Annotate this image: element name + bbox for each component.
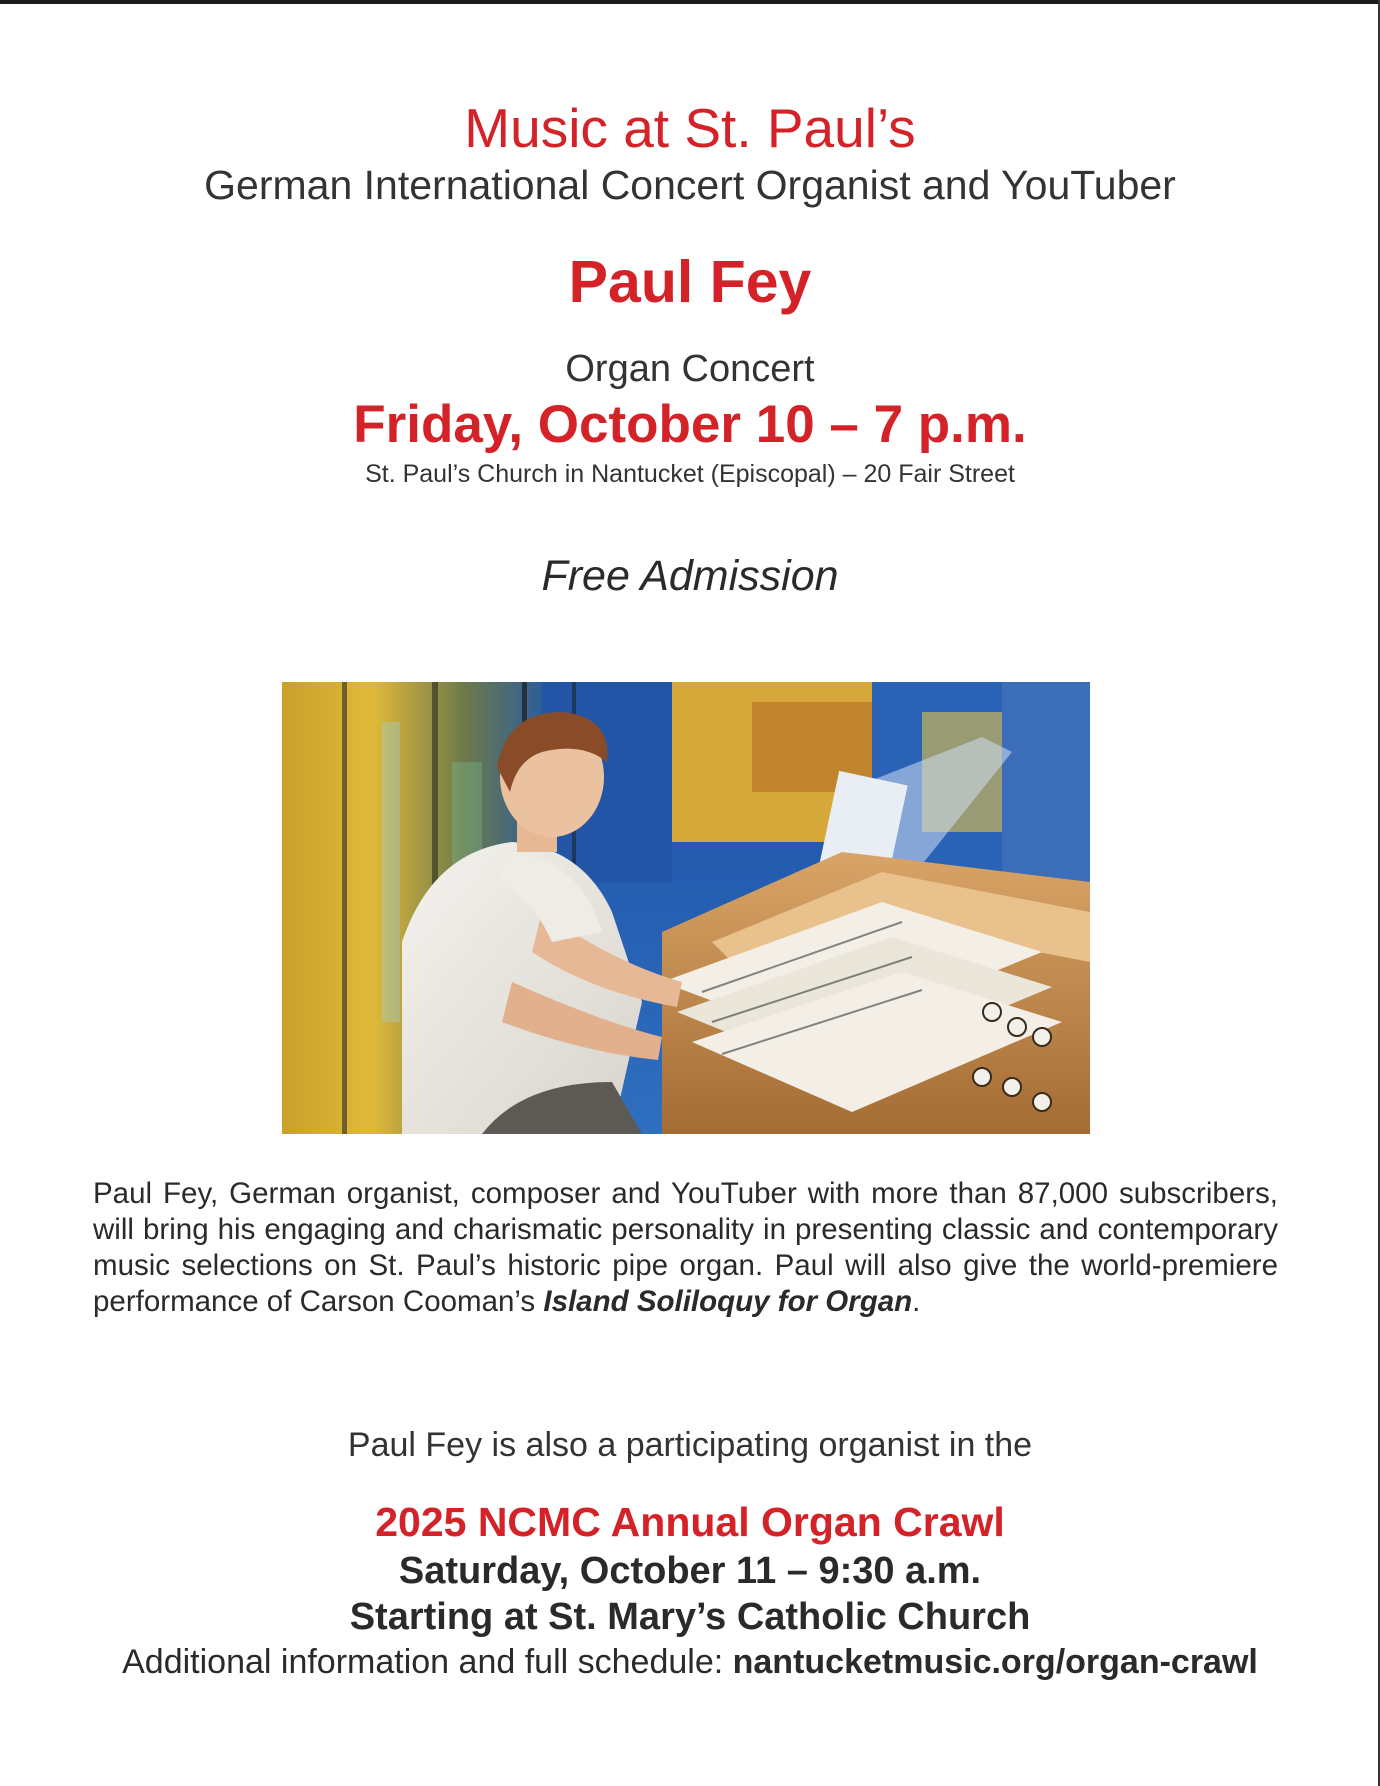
crawl-date: Saturday, October 11 – 9:30 a.m. <box>398 1550 982 1592</box>
event-datetime: Friday, October 10 – 7 p.m. <box>353 395 1027 454</box>
info-line <box>0 1640 1380 1684</box>
page-top-edge <box>0 0 1380 4</box>
description-text: Paul Fey, German organist, composer and YouTuber with more than 87,000 subscribers, will bring his engaging and charismatic personality in presenting classic and contemporary music selections on St. Paul’s historic pipe organ. Paul will also give the world-premiere performance of Carson Cooman’s <box>93 1177 1278 1318</box>
organist-photo <box>282 682 1090 1134</box>
crawl-location: Starting at St. Mary’s Catholic Church <box>349 1596 1031 1638</box>
subtitle: German International Concert Organist and YouTuber <box>204 162 1176 208</box>
admission-note: Free Admission <box>541 552 839 600</box>
description-end: . <box>912 1285 921 1318</box>
info-label: Additional information and full schedule: <box>122 1643 733 1681</box>
crawl-intro: Paul Fey is also a participating organist in the <box>347 1426 1033 1464</box>
org-title: Music at St. Paul’s <box>464 97 916 159</box>
work-title: Island Soliloquy for Organ <box>543 1285 913 1318</box>
venue: St. Paul’s Church in Nantucket (Episcopal) – 20 Fair Street <box>365 460 1015 488</box>
crawl-title: 2025 NCMC Annual Organ Crawl <box>375 1499 1005 1545</box>
info-url-link[interactable]: nantucketmusic.org/organ-crawl <box>732 1643 1258 1681</box>
event-type: Organ Concert <box>565 348 815 390</box>
concert-description <box>93 1176 1278 1320</box>
performer-name: Paul Fey <box>568 249 812 315</box>
